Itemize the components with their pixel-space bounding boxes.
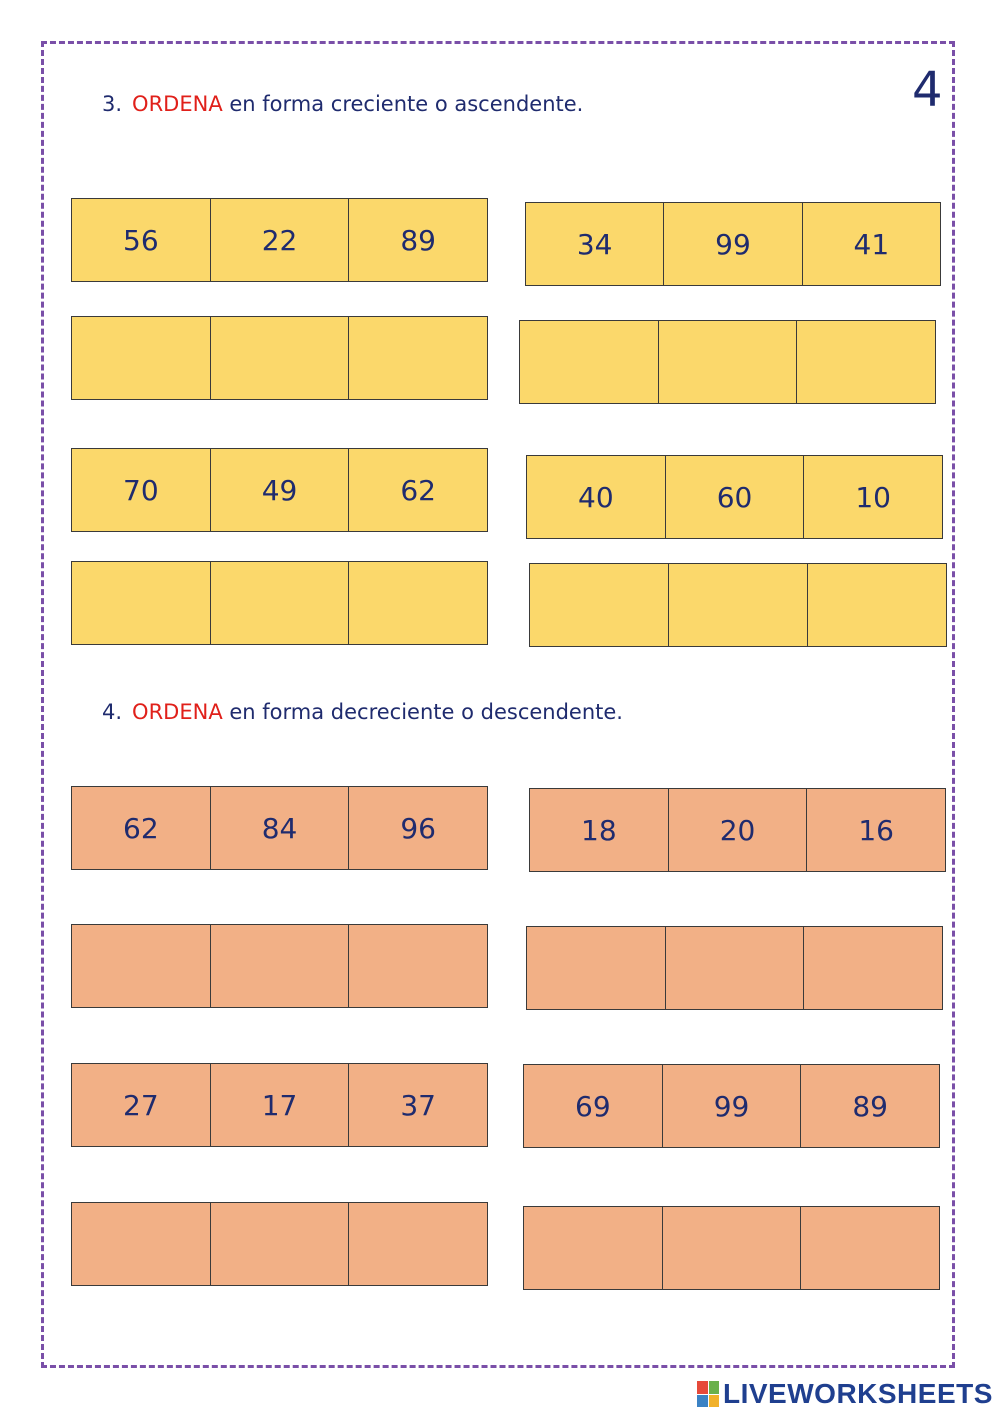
number-cell: 70 — [72, 449, 211, 531]
instruction-section-3 — [102, 92, 583, 116]
instruction-text: en forma decreciente o descendente. — [222, 700, 623, 724]
instruction-keyword: ORDENA — [132, 92, 223, 116]
answer-cell[interactable] — [72, 1203, 211, 1285]
given-numbers-row — [71, 198, 488, 282]
number-cell: 20 — [669, 789, 808, 871]
answer-cell[interactable] — [349, 925, 487, 1007]
number-cell: 17 — [211, 1064, 350, 1146]
instruction-number: 3. — [102, 92, 123, 116]
given-numbers-row — [523, 1064, 940, 1148]
given-numbers-row — [71, 1063, 488, 1147]
number-cell: 16 — [858, 813, 894, 847]
number-cell: 99 — [664, 203, 802, 285]
answer-cell[interactable] — [520, 321, 659, 403]
answer-cell[interactable] — [808, 564, 946, 646]
answer-cell[interactable] — [349, 317, 487, 399]
answer-cell[interactable] — [530, 564, 669, 646]
answer-row[interactable] — [71, 924, 488, 1008]
answer-cell[interactable] — [72, 925, 211, 1007]
number-cell: 84 — [211, 787, 350, 869]
answer-cell[interactable] — [666, 927, 805, 1009]
given-numbers-row — [529, 788, 946, 872]
answer-cell[interactable] — [659, 321, 798, 403]
page-number: 4 — [912, 62, 943, 118]
answer-cell[interactable] — [211, 1203, 350, 1285]
answer-cell[interactable] — [669, 564, 808, 646]
instruction-number: 4. — [102, 700, 123, 724]
given-numbers-row — [525, 202, 941, 286]
liveworksheets-brand: LIVEWORKSHEETS — [723, 1378, 993, 1409]
answer-row[interactable] — [523, 1206, 940, 1290]
given-numbers-row — [71, 786, 488, 870]
number-cell: 22 — [211, 199, 350, 281]
answer-cell[interactable] — [72, 317, 211, 399]
number-cell: 41 — [853, 227, 890, 261]
answer-cell[interactable] — [349, 1203, 487, 1285]
answer-row[interactable] — [519, 320, 936, 404]
number-cell: 62 — [400, 473, 436, 507]
instruction-section-4 — [102, 700, 623, 724]
number-cell: 60 — [666, 456, 805, 538]
answer-cell[interactable] — [349, 562, 487, 644]
instruction-text: en forma creciente o ascendente. — [222, 92, 584, 116]
number-cell: 89 — [852, 1089, 888, 1123]
answer-cell[interactable] — [801, 1207, 939, 1289]
number-cell: 34 — [526, 203, 664, 285]
number-cell: 10 — [855, 480, 891, 514]
liveworksheets-logo — [697, 1378, 993, 1410]
number-cell: 56 — [72, 199, 211, 281]
answer-cell[interactable] — [72, 562, 211, 644]
answer-cell[interactable] — [797, 321, 935, 403]
number-cell: 27 — [72, 1064, 211, 1146]
number-cell: 18 — [530, 789, 669, 871]
answer-cell[interactable] — [527, 927, 666, 1009]
number-cell: 89 — [400, 223, 436, 257]
answer-cell[interactable] — [524, 1207, 663, 1289]
answer-row[interactable] — [71, 561, 488, 645]
answer-row[interactable] — [71, 1202, 488, 1286]
number-cell: 62 — [72, 787, 211, 869]
liveworksheets-badge-icon — [697, 1381, 719, 1407]
number-cell: 49 — [211, 449, 350, 531]
instruction-keyword: ORDENA — [132, 700, 223, 724]
number-cell: 69 — [524, 1065, 663, 1147]
answer-cell[interactable] — [804, 927, 942, 1009]
given-numbers-row — [71, 448, 488, 532]
number-cell: 40 — [527, 456, 666, 538]
answer-row[interactable] — [71, 316, 488, 400]
answer-row[interactable] — [529, 563, 947, 647]
number-cell: 99 — [663, 1065, 802, 1147]
answer-cell[interactable] — [211, 317, 350, 399]
answer-row[interactable] — [526, 926, 943, 1010]
answer-cell[interactable] — [211, 562, 350, 644]
number-cell: 96 — [400, 811, 436, 845]
number-cell: 37 — [400, 1088, 436, 1122]
answer-cell[interactable] — [211, 925, 350, 1007]
given-numbers-row — [526, 455, 943, 539]
answer-cell[interactable] — [663, 1207, 802, 1289]
